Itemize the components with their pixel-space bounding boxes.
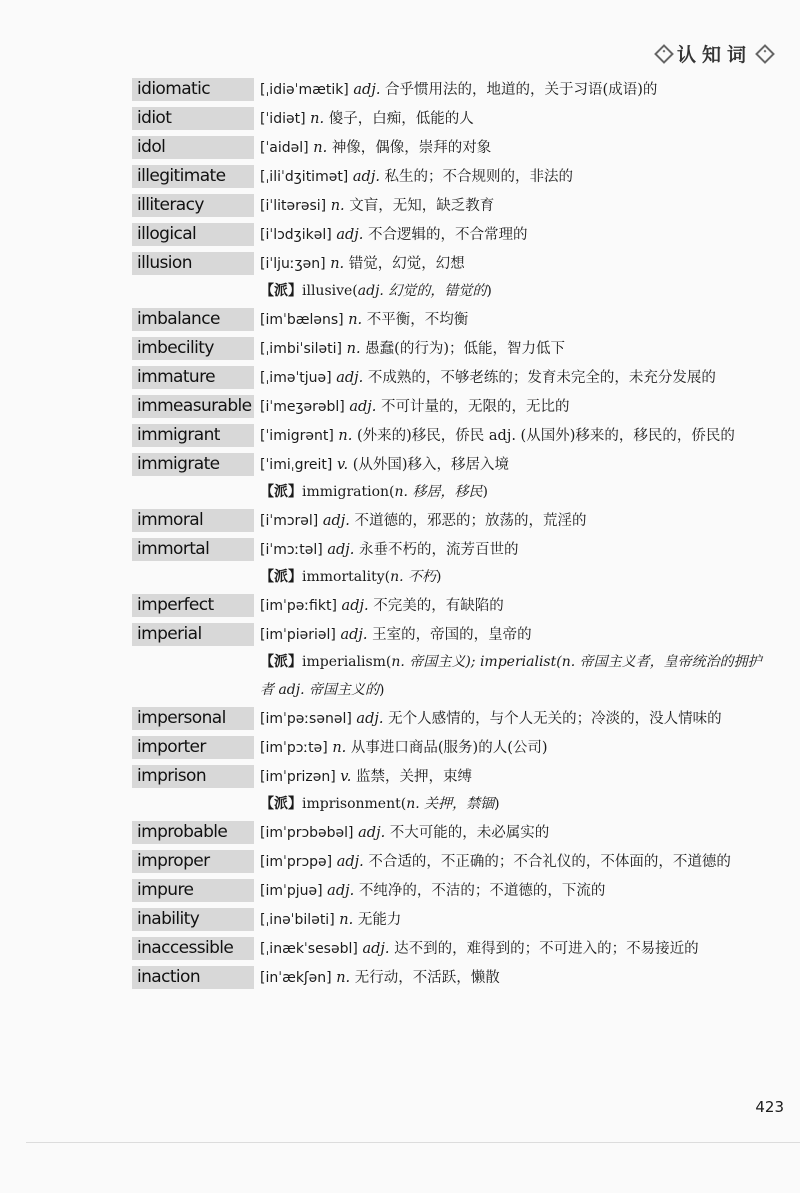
headword: illiteracy	[132, 194, 254, 217]
part-of-speech: n.	[330, 256, 345, 272]
headword: immigrate	[132, 453, 254, 476]
derivative-tag: 【派】	[260, 796, 302, 812]
phonetic: [iˈmeʒərəbl]	[260, 399, 345, 415]
derivative-word: imperialism(	[302, 654, 392, 670]
phonetic: [ˌiməˈtjuə]	[260, 370, 332, 386]
definition	[260, 506, 772, 535]
meaning: 不合适的，不正确的；不合礼仪的，不体面的，不道德的	[368, 854, 731, 870]
part-of-speech: v.	[340, 769, 352, 785]
section-header	[657, 40, 772, 67]
dictionary-entry	[132, 75, 772, 104]
headword: illegitimate	[132, 165, 254, 188]
headword: immeasurable	[132, 395, 254, 418]
definition	[260, 363, 772, 392]
definition	[260, 305, 772, 334]
definition	[260, 762, 772, 791]
headword: illogical	[132, 223, 254, 246]
phonetic: [imˈpəːsənəl]	[260, 711, 352, 727]
part-of-speech: adj.	[336, 227, 364, 243]
definition	[260, 620, 772, 649]
derivative-close: )	[436, 569, 442, 585]
dictionary-entry	[132, 847, 772, 876]
derivative-word: illusive(	[302, 283, 358, 299]
derivative-tag: 【派】	[260, 654, 302, 670]
phonetic: [ˈimigrənt]	[260, 428, 334, 444]
definition	[260, 104, 772, 133]
part-of-speech: adj.	[336, 854, 364, 870]
entry-list	[132, 75, 772, 992]
part-of-speech: adj.	[340, 627, 368, 643]
derivative-close: )	[482, 484, 488, 500]
definition	[260, 818, 772, 847]
meaning: 达不到的，难得到的；不可进入的；不易接近的	[394, 941, 699, 957]
meaning: 王室的，帝国的，皇帝的	[372, 627, 532, 643]
dictionary-entry	[132, 162, 772, 191]
part-of-speech: adj.	[353, 82, 381, 98]
part-of-speech: adj.	[322, 513, 350, 529]
part-of-speech: adj.	[358, 825, 386, 841]
headword: immoral	[132, 509, 254, 532]
definition	[260, 535, 772, 564]
part-of-speech: adj.	[327, 542, 355, 558]
part-of-speech: n.	[346, 341, 361, 357]
headword: imbalance	[132, 308, 254, 331]
headword: imperfect	[132, 594, 254, 617]
derivative-word: immortality(	[302, 569, 391, 585]
derivative-close: )	[379, 682, 385, 698]
definition	[260, 75, 772, 104]
meaning: 从事进口商品(服务)的人(公司)	[350, 740, 548, 756]
part-of-speech: adj.	[336, 370, 364, 386]
part-of-speech: adj.	[341, 598, 369, 614]
phonetic: [imˈprɔpə]	[260, 854, 333, 870]
derivative-tag: 【派】	[260, 569, 302, 585]
phonetic: [inˈækʃən]	[260, 970, 332, 986]
meaning: 永垂不朽的，流芳百世的	[358, 542, 519, 558]
dictionary-entry	[132, 392, 772, 421]
meaning: 不纯净的，不洁的；不道德的，下流的	[358, 883, 606, 899]
headword: inability	[132, 908, 254, 931]
dictionary-entry	[132, 450, 772, 479]
phonetic: [imˈpɔːtə]	[260, 740, 328, 756]
part-of-speech: n.	[313, 140, 328, 156]
meaning: 文盲，无知，缺乏教育	[349, 198, 495, 214]
derivative-gloss: n. 帝国主义); imperialist(n. 帝国主义者，皇帝统治的拥护者 adj. 帝国主义的	[260, 654, 762, 698]
derivative-close: )	[486, 283, 492, 299]
dictionary-entry	[132, 704, 772, 733]
section-title: 认知词	[676, 44, 752, 66]
headword: impure	[132, 879, 254, 902]
part-of-speech: n.	[338, 428, 353, 444]
dictionary-entry	[132, 421, 772, 450]
definition	[260, 905, 772, 934]
headword: imperial	[132, 623, 254, 646]
page-number: 423	[755, 1098, 784, 1116]
phonetic: [imˈpjuə]	[260, 883, 323, 899]
dictionary-entry	[132, 535, 772, 564]
headword: immortal	[132, 538, 254, 561]
phonetic: [imˈpiəriəl]	[260, 627, 336, 643]
phonetic: [imˈbæləns]	[260, 312, 344, 328]
definition	[260, 334, 772, 363]
derivative-gloss: n. 不朽	[390, 569, 436, 585]
headword: immature	[132, 366, 254, 389]
headword: idiot	[132, 107, 254, 130]
dictionary-entry	[132, 506, 772, 535]
definition	[260, 133, 772, 162]
phonetic: [imˈpəːfikt]	[260, 598, 337, 614]
derivative-gloss: adj. 幻觉的，错觉的	[357, 283, 487, 299]
definition	[260, 450, 772, 479]
dictionary-entry	[132, 334, 772, 363]
derivative-line	[260, 648, 772, 704]
definition	[260, 249, 772, 278]
derivative-line	[260, 790, 772, 818]
part-of-speech: adj.	[327, 883, 355, 899]
headword: imbecility	[132, 337, 254, 360]
definition	[260, 162, 772, 191]
meaning: 不道德的，邪恶的；放荡的，荒淫的	[354, 513, 587, 529]
dictionary-entry	[132, 818, 772, 847]
derivative-close: )	[494, 796, 500, 812]
dictionary-entry	[132, 733, 772, 762]
phonetic: [imˈprɔbəbəl]	[260, 825, 354, 841]
dictionary-entry	[132, 963, 772, 992]
dictionary-entry	[132, 305, 772, 334]
definition	[260, 847, 772, 876]
phonetic: [ˈimiˌgreit]	[260, 457, 333, 473]
headword: improbable	[132, 821, 254, 844]
meaning: 神像，偶像，崇拜的对象	[331, 140, 492, 156]
headword: impersonal	[132, 707, 254, 730]
part-of-speech: adj.	[352, 169, 380, 185]
part-of-speech: n.	[336, 970, 351, 986]
meaning: 不完美的，有缺陷的	[373, 598, 504, 614]
part-of-speech: n.	[339, 912, 354, 928]
derivative-tag: 【派】	[260, 283, 302, 299]
dictionary-entry	[132, 876, 772, 905]
meaning: 私生的；不合规则的，非法的	[384, 169, 574, 185]
phonetic: [ˈaidəl]	[260, 140, 309, 156]
definition	[260, 704, 772, 733]
part-of-speech: adj.	[356, 711, 384, 727]
dictionary-entry	[132, 620, 772, 649]
phonetic: [iˈljuːʒən]	[260, 256, 326, 272]
derivative-tag: 【派】	[260, 484, 302, 500]
phonetic: [ˌimbiˈsiləti]	[260, 341, 342, 357]
definition	[260, 220, 772, 249]
part-of-speech: adj.	[362, 941, 390, 957]
part-of-speech: v.	[336, 457, 349, 473]
dictionary-entry	[132, 591, 772, 620]
definition	[260, 876, 772, 905]
definition	[260, 934, 772, 963]
definition	[260, 963, 772, 992]
meaning: (外来的)移民，侨民 adj. (从国外)移来的，移民的，侨民的	[356, 428, 735, 444]
meaning: 不合逻辑的，不合常理的	[367, 227, 528, 243]
meaning: 不大可能的，未必属实的	[389, 825, 550, 841]
phonetic: [iˈmɔːtəl]	[260, 542, 323, 558]
part-of-speech: n.	[348, 312, 363, 328]
derivative-line	[260, 478, 772, 506]
dictionary-entry	[132, 191, 772, 220]
meaning: 合乎惯用法的，地道的，关于习语(成语)的	[385, 82, 658, 98]
meaning: (从外国)移入，移居入境	[352, 457, 510, 473]
phonetic: [imˈprizən]	[260, 769, 336, 785]
phonetic: [ˌidiəˈmætik]	[260, 82, 349, 98]
definition	[260, 191, 772, 220]
dictionary-entry	[132, 905, 772, 934]
headword: idiomatic	[132, 78, 254, 101]
dictionary-entry	[132, 104, 772, 133]
dictionary-entry	[132, 762, 772, 791]
headword: inaction	[132, 966, 254, 989]
derivative-gloss: n. 移居，移民	[394, 484, 483, 500]
part-of-speech: n.	[330, 198, 345, 214]
derivative-word: immigration(	[302, 484, 395, 500]
headword: illusion	[132, 252, 254, 275]
headword: immigrant	[132, 424, 254, 447]
headword: imprison	[132, 765, 254, 788]
derivative-word: imprisonment(	[302, 796, 407, 812]
phonetic: [ˌinəˈbiləti]	[260, 912, 335, 928]
meaning: 不平衡，不均衡	[366, 312, 469, 328]
definition	[260, 392, 772, 421]
meaning: 监禁，关押，束缚	[355, 769, 472, 785]
part-of-speech: n.	[332, 740, 347, 756]
derivative-line	[260, 277, 772, 305]
phonetic: [ˌiliˈdʒitimət]	[260, 169, 349, 185]
headword: importer	[132, 736, 254, 759]
part-of-speech: n.	[310, 111, 325, 127]
meaning: 无行动，不活跃，懒散	[354, 970, 500, 986]
meaning: 无个人感情的，与个人无关的；冷淡的，没人情味的	[388, 711, 722, 727]
meaning: 不可计量的，无限的，无比的	[381, 399, 570, 415]
headword: idol	[132, 136, 254, 159]
meaning: 无能力	[357, 912, 402, 928]
headword: improper	[132, 850, 254, 873]
phonetic: [iˈlɔdʒikəl]	[260, 227, 332, 243]
diamond-ornament-icon	[654, 44, 674, 64]
definition	[260, 591, 772, 620]
phonetic: [ˈidiət]	[260, 111, 306, 127]
part-of-speech: adj.	[349, 399, 377, 415]
dictionary-entry	[132, 220, 772, 249]
definition	[260, 733, 772, 762]
dictionary-entry	[132, 363, 772, 392]
phonetic: [iˈlitərəsi]	[260, 198, 327, 214]
phonetic: [ˌinækˈsesəbl]	[260, 941, 358, 957]
meaning: 愚蠢(的行为)；低能，智力低下	[365, 341, 565, 357]
derivative-line	[260, 563, 772, 591]
meaning: 不成熟的，不够老练的；发育未完全的，未充分发展的	[367, 370, 716, 386]
dictionary-entry	[132, 934, 772, 963]
meaning: 错觉，幻觉，幻想	[348, 256, 465, 272]
meaning: 傻子，白痴，低能的人	[328, 111, 474, 127]
definition	[260, 421, 772, 450]
headword: inaccessible	[132, 937, 254, 960]
diamond-ornament-icon	[755, 44, 775, 64]
dictionary-entry	[132, 133, 772, 162]
dictionary-entry	[132, 249, 772, 278]
phonetic: [iˈmɔrəl]	[260, 513, 319, 529]
derivative-gloss: n. 关押，禁锢	[406, 796, 495, 812]
